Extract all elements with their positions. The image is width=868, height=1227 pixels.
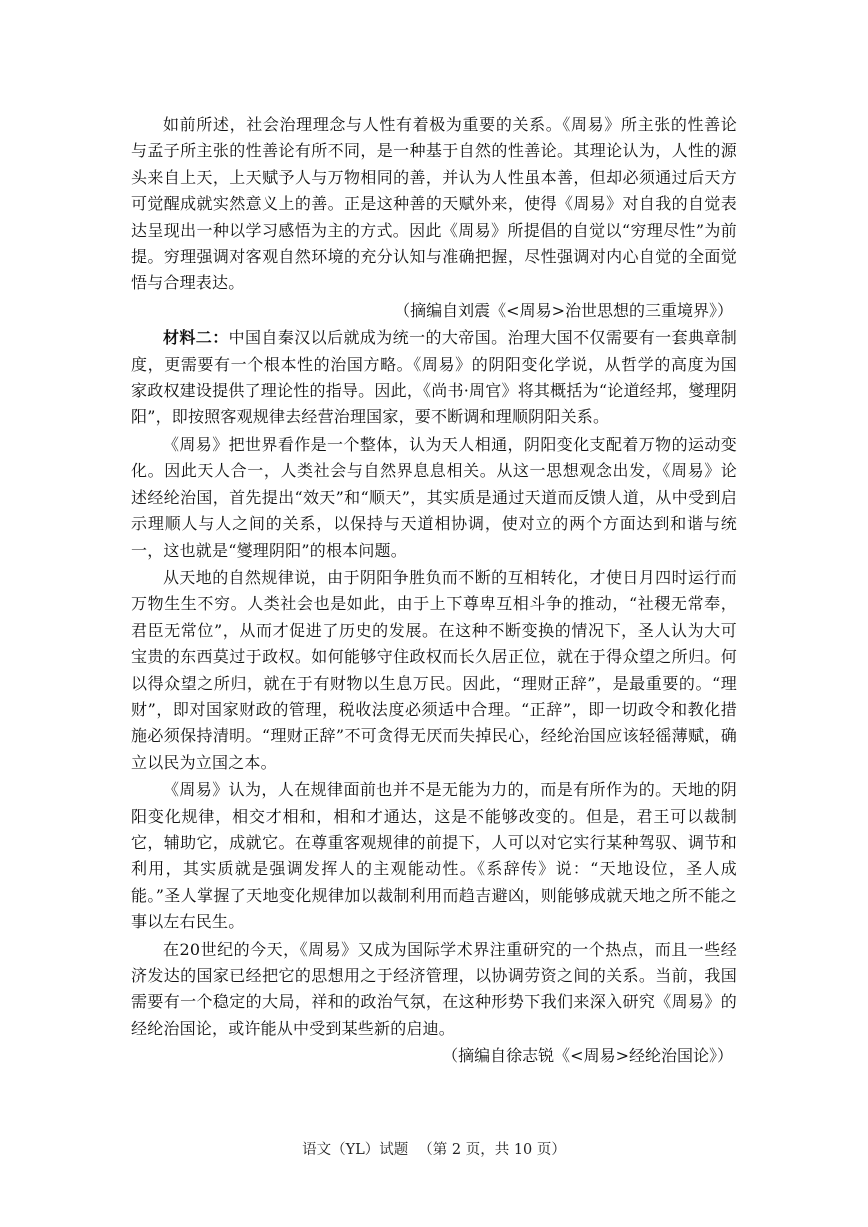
paragraph-4: 从天地的自然规律说，由于阴阳争胜负而不断的互相转化，才使日月四时运行而万物生生不穷。人类社会也是如此，由于上下尊卑互相斗争的推动，“社稷无常奉，君臣无常位”，从而才促进了历史的发展。在这种不断变换的情况下，圣人认为大可宝贵的东西莫过于政权。如何能够守住政权而长久居正位，就在于得众望之所归。何以得众望之所归，就在于有财物以生息万民。因此，“理财正辞”，是最重要的。“理财”，即对国家财政的管理，税收法度必须适中合理。“正辞”，即一切政令和教化措施必须保持清明。“理财正辞”不可贪得无厌而失掉民心，经纶治国应该轻徭薄赋，确立以民为立国之本。 bbox=[131, 567, 737, 772]
footer-page-info: （第 2 页，共 10 页） bbox=[418, 1142, 566, 1158]
paragraph-1: 如前所述，社会治理理念与人性有着极为重要的关系。《周易》所主张的性善论与孟子所主张的性善论有所不同，是一种基于自然的性善论。其理论认为，人性的源头来自上天，上天赋予人与万物相同的善，并认为人性虽本善，但却必须通过后天方可觉醒成就实然意义上的善。正是这种善的天赋外来，使得《周易》对自我的自觉表达呈现出一种以学习感悟为主的方式。因此《周易》所提倡的自觉以“穷理尽性”为前提。穷理强调对客观自然环境的充分认知与准确把握，尽性强调对内心自觉的全面觉悟与合理表达。 bbox=[131, 115, 737, 293]
material-two-text: 中国自秦汉以后就成为统一的大帝国。治理大国不仅需要有一套典章制度，更需要有一个根本性的治国方略。《周易》的阴阳变化学说，从哲学的高度为国家政权建设提供了理论性的指导。因此，《尚书·周官》将其概括为“论道经邦，燮理阴阳”，即按照客观规律去经营治理国家，要不断调和理顺阴阳关系。 bbox=[131, 328, 737, 427]
material-two-paragraph bbox=[131, 325, 737, 431]
page-footer bbox=[0, 1140, 868, 1160]
reading-material bbox=[131, 112, 737, 1071]
paragraph-6: 在20世纪的今天，《周易》又成为国际学术界注重研究的一个热点，而且一些经济发达的国家已经把它的思想用之于经济管理，以协调劳资之间的关系。当前，我国需要有一个稳定的大局，祥和的政治气氛，在这种形势下我们来深入研究《周易》的经纶治国论，或许能从中受到某些新的启迪。 bbox=[131, 939, 737, 1038]
footer-subject: 语文（YL）试题 bbox=[302, 1142, 409, 1158]
paragraph-5: 《周易》认为，人在规律面前也并不是无能为力的，而是有所作为的。天地的阴阳变化规律，相交才相和，相和才通达，这是不能够改变的。但是，君王可以裁制它，辅助它，成就它。在尊重客观规律的前提下，人可以对它实行某种驾驭、调节和利用，其实质就是强调发挥人的主观能动性。《系辞传》说：“天地设位，圣人成能。”圣人掌握了天地变化规律加以裁制利用而趋吉避凶，则能够成就天地之所不能之事以左右民生。 bbox=[131, 780, 737, 932]
material-two-label: 材料二： bbox=[163, 328, 229, 348]
paragraph-3: 《周易》把世界看作是一个整体，认为天人相通，阴阳变化支配着万物的运动变化。因此天人合一，人类社会与自然界息息相关。从这一思想观念出发，《周易》论述经纶治国，首先提出“效天”和“顺天”，其实质是通过天道而反馈人道，从中受到启示理顺人与人之间的关系，以保持与天道相协调，使对立的两个方面达到和谐与统一，这也就是“燮理阴阳”的根本问题。 bbox=[131, 434, 737, 560]
source-citation-2: （摘编自徐志锐《<周易>经纶治国论》） bbox=[442, 1046, 733, 1066]
source-citation-1: （摘编自刘震《<周易>治世思想的三重境界》） bbox=[394, 300, 733, 320]
